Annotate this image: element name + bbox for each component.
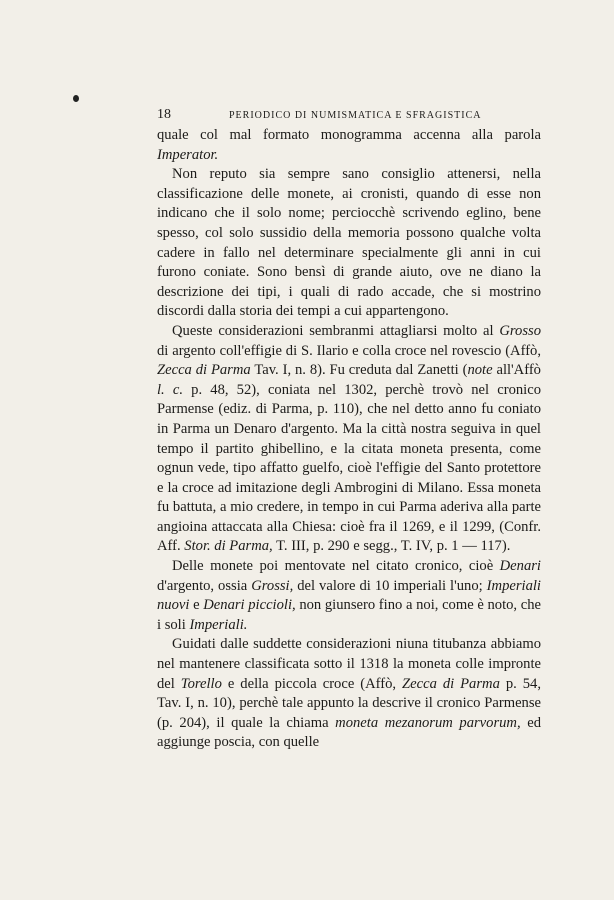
page-number: 18 (157, 107, 171, 122)
page-header (157, 104, 541, 126)
paragraph-4: Guidati dalle suddette considerazioni niuna titubanza abbiamo nel mantenere classificata sotto il 1318 la moneta colle impronte del Torello e della piccola croce (Affò, Zecca di Parma p. 54, Tav. I, n. 10), perchè tale appunto la descrive il cronico Parmense (p. 204), il quale la chiama moneta mezanorum parvorum, ed aggiunge poscia, con quelle (157, 636, 541, 751)
paragraph-3: Delle monete poi mentovate nel citato cronico, cioè Denari d'argento, ossia Grossi, del valore di 10 imperiali l'uno; Imperiali nuovi e Denari piccioli, non giunsero fino a noi, come è noto, che i soli Imperiali. (157, 558, 541, 633)
paragraph-1: Non reputo sia sempre sano consiglio attenersi, nella classificazione delle monete, ai cronisti, quando di esse non indicano che il solo nome; perciocchè scrivendo eglino, bene spesso, col solo sussidio della memoria possono qualche volta cadere in fallo nel determinare specialmente gli anni in cui furono coniate. Sono bensì di grande aiuto, ove ne diano la descrizione dei tipi, i quali di rado accade, che si mostrino discordi dalla storia dei tempi a cui appartengono. (157, 166, 541, 320)
book-page (157, 104, 541, 753)
running-title: PERIODICO DI NUMISMATICA E SFRAGISTICA (229, 110, 482, 121)
ink-speck (73, 95, 79, 102)
paragraph-0: quale col mal formato monogramma accenna alla parola Imperator. (157, 127, 541, 163)
paragraph-2: Queste considerazioni sembranmi attagliarsi molto al Grosso di argento coll'effigie di S. Ilario e colla croce nel rovescio (Affò, Zecca di Parma Tav. I, n. 8). Fu creduta dal Zanetti (note all'Affò l. c. p. 48, 52), coniata nel 1302, perchè trovò nel cronico Parmense (ediz. di Parma, p. 110), che nel detto anno fu coniato in Parma un Denaro d'argento. Ma la città nostra seguiva in quel tempo il partito ghibellino, e la citata moneta presenta, come ognun vede, tipo affatto guelfo, cioè l'effigie del Santo protettore e la croce ad imitazione degli Ambrogini di Milano. Essa moneta fu battuta, a mio credere, in tempo in cui Parma aderiva alla parte angioina attaccata alla Chiesa: cioè fra il 1269, e il 1299, (Confr. Aff. Stor. di Parma, T. III, p. 290 e segg., T. IV, p. 1 — 117). (157, 322, 541, 555)
body-text (157, 126, 541, 753)
